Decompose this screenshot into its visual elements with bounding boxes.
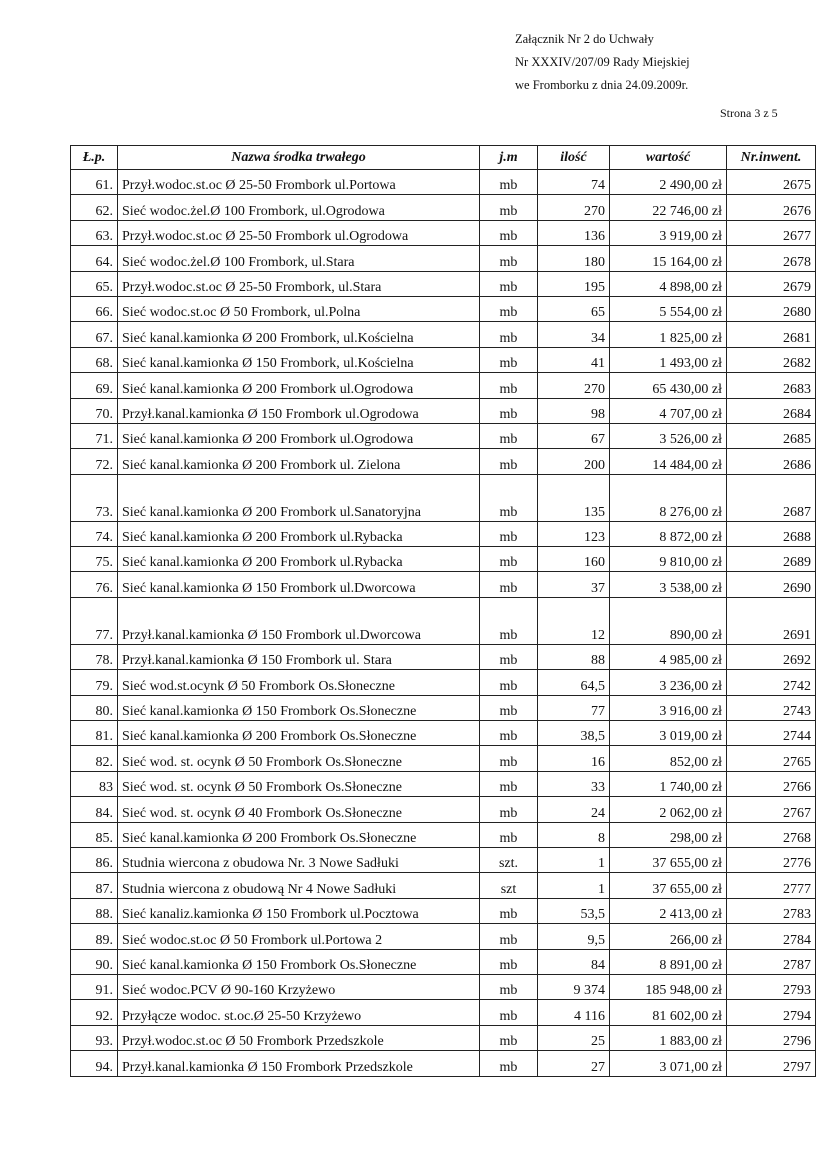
row-unit: mb xyxy=(480,597,538,644)
table-row xyxy=(71,721,816,746)
row-unit: mb xyxy=(480,474,538,521)
row-unit: mb xyxy=(480,949,538,974)
row-unit: mb xyxy=(480,644,538,669)
row-inventory-number: 2783 xyxy=(727,898,816,923)
row-value: 852,00 zł xyxy=(610,746,727,771)
row-inventory-number: 2767 xyxy=(727,797,816,822)
row-lp: 88. xyxy=(71,898,118,923)
row-asset-name: Sieć kanal.kamionka Ø 200 Frombork ul.Sanatoryjna xyxy=(118,474,480,521)
row-quantity: 65 xyxy=(538,296,610,321)
row-unit: szt. xyxy=(480,847,538,872)
row-asset-name: Sieć wod.st.ocynk Ø 50 Frombork Os.Słoneczne xyxy=(118,670,480,695)
row-value: 3 236,00 zł xyxy=(610,670,727,695)
row-value: 3 538,00 zł xyxy=(610,572,727,597)
table-row xyxy=(71,1000,816,1025)
row-unit: mb xyxy=(480,1025,538,1050)
row-value: 22 746,00 zł xyxy=(610,195,727,220)
row-lp: 76. xyxy=(71,572,118,597)
row-value: 4 707,00 zł xyxy=(610,398,727,423)
row-unit: mb xyxy=(480,246,538,271)
column-header-quantity: ilość xyxy=(538,146,610,170)
row-asset-name: Studnia wiercona z obudową Nr 4 Nowe Sadłuki xyxy=(118,873,480,898)
table-row xyxy=(71,449,816,474)
row-quantity: 33 xyxy=(538,771,610,796)
table-body xyxy=(71,170,816,1077)
table-row xyxy=(71,974,816,999)
table-row xyxy=(71,347,816,372)
row-lp: 93. xyxy=(71,1025,118,1050)
row-lp: 84. xyxy=(71,797,118,822)
row-unit: mb xyxy=(480,898,538,923)
table-row xyxy=(71,597,816,644)
row-quantity: 180 xyxy=(538,246,610,271)
header-resolution-line: Nr XXXIV/207/09 Rady Miejskiej xyxy=(515,55,690,69)
row-value: 37 655,00 zł xyxy=(610,847,727,872)
row-inventory-number: 2744 xyxy=(727,721,816,746)
row-inventory-number: 2690 xyxy=(727,572,816,597)
row-value: 266,00 zł xyxy=(610,924,727,949)
row-value: 3 916,00 zł xyxy=(610,695,727,720)
table-row xyxy=(71,746,816,771)
table-row xyxy=(71,373,816,398)
row-value: 3 526,00 zł xyxy=(610,423,727,448)
row-asset-name: Sieć kanal.kamionka Ø 200 Frombork ul.Rybacka xyxy=(118,547,480,572)
row-lp: 72. xyxy=(71,449,118,474)
row-unit: mb xyxy=(480,670,538,695)
row-quantity: 77 xyxy=(538,695,610,720)
row-inventory-number: 2776 xyxy=(727,847,816,872)
row-lp: 86. xyxy=(71,847,118,872)
row-quantity: 9,5 xyxy=(538,924,610,949)
row-inventory-number: 2682 xyxy=(727,347,816,372)
row-unit: mb xyxy=(480,721,538,746)
row-asset-name: Sieć wodoc.PCV Ø 90-160 Krzyżewo xyxy=(118,974,480,999)
table-row xyxy=(71,1025,816,1050)
row-value: 1 883,00 zł xyxy=(610,1025,727,1050)
row-inventory-number: 2676 xyxy=(727,195,816,220)
row-value: 2 413,00 zł xyxy=(610,898,727,923)
row-inventory-number: 2787 xyxy=(727,949,816,974)
row-value: 81 602,00 zł xyxy=(610,1000,727,1025)
row-inventory-number: 2765 xyxy=(727,746,816,771)
table-row xyxy=(71,195,816,220)
row-quantity: 12 xyxy=(538,597,610,644)
row-inventory-number: 2681 xyxy=(727,322,816,347)
row-quantity: 195 xyxy=(538,271,610,296)
table-row xyxy=(71,220,816,245)
table-row xyxy=(71,398,816,423)
table-row xyxy=(71,474,816,521)
row-quantity: 84 xyxy=(538,949,610,974)
row-asset-name: Sieć kanal.kamionka Ø 200 Frombork, ul.Kościelna xyxy=(118,322,480,347)
row-asset-name: Sieć wodoc.st.oc Ø 50 Frombork, ul.Polna xyxy=(118,296,480,321)
table-row xyxy=(71,873,816,898)
header-date-line: we Fromborku z dnia 24.09.2009r. xyxy=(515,78,689,92)
row-lp: 65. xyxy=(71,271,118,296)
row-lp: 82. xyxy=(71,746,118,771)
row-asset-name: Sieć wod. st. ocynk Ø 50 Frombork Os.Słoneczne xyxy=(118,771,480,796)
row-lp: 87. xyxy=(71,873,118,898)
row-value: 5 554,00 zł xyxy=(610,296,727,321)
row-inventory-number: 2766 xyxy=(727,771,816,796)
row-asset-name: Sieć kanal.kamionka Ø 200 Frombork ul.Ogrodowa xyxy=(118,423,480,448)
row-unit: mb xyxy=(480,924,538,949)
row-quantity: 67 xyxy=(538,423,610,448)
row-inventory-number: 2768 xyxy=(727,822,816,847)
table-row xyxy=(71,949,816,974)
table-row xyxy=(71,924,816,949)
row-value: 65 430,00 zł xyxy=(610,373,727,398)
row-value: 3 919,00 zł xyxy=(610,220,727,245)
column-header-inventory-number: Nr.inwent. xyxy=(727,146,816,170)
row-asset-name: Sieć wodoc.żel.Ø 100 Frombork, ul.Ogrodowa xyxy=(118,195,480,220)
row-asset-name: Przył.wodoc.st.oc Ø 50 Frombork Przedszkole xyxy=(118,1025,480,1050)
row-lp: 79. xyxy=(71,670,118,695)
row-unit: mb xyxy=(480,271,538,296)
row-unit: mb xyxy=(480,695,538,720)
row-lp: 81. xyxy=(71,721,118,746)
row-asset-name: Sieć wod. st. ocynk Ø 40 Frombork Os.Słoneczne xyxy=(118,797,480,822)
row-value: 3 071,00 zł xyxy=(610,1051,727,1076)
row-inventory-number: 2685 xyxy=(727,423,816,448)
row-unit: mb xyxy=(480,572,538,597)
row-inventory-number: 2777 xyxy=(727,873,816,898)
row-lp: 73. xyxy=(71,474,118,521)
row-value: 9 810,00 zł xyxy=(610,547,727,572)
row-unit: mb xyxy=(480,822,538,847)
row-unit: mb xyxy=(480,170,538,195)
table-row xyxy=(71,296,816,321)
row-quantity: 9 374 xyxy=(538,974,610,999)
table-header-row xyxy=(71,146,816,170)
row-inventory-number: 2679 xyxy=(727,271,816,296)
table-row xyxy=(71,822,816,847)
row-asset-name: Przył.wodoc.st.oc Ø 25-50 Frombork ul.Ogrodowa xyxy=(118,220,480,245)
table-row xyxy=(71,670,816,695)
row-value: 37 655,00 zł xyxy=(610,873,727,898)
table-row xyxy=(71,1051,816,1076)
table-row xyxy=(71,847,816,872)
row-unit: mb xyxy=(480,547,538,572)
column-header-name: Nazwa środka trwałego xyxy=(118,146,480,170)
row-inventory-number: 2794 xyxy=(727,1000,816,1025)
column-header-lp: Ł.p. xyxy=(71,146,118,170)
row-asset-name: Przył.wodoc.st.oc Ø 25-50 Frombork ul.Portowa xyxy=(118,170,480,195)
row-quantity: 41 xyxy=(538,347,610,372)
row-value: 14 484,00 zł xyxy=(610,449,727,474)
row-lp: 63. xyxy=(71,220,118,245)
row-lp: 75. xyxy=(71,547,118,572)
row-unit: mb xyxy=(480,746,538,771)
row-unit: mb xyxy=(480,423,538,448)
row-lp: 78. xyxy=(71,644,118,669)
row-value: 2 490,00 zł xyxy=(610,170,727,195)
row-quantity: 34 xyxy=(538,322,610,347)
row-quantity: 16 xyxy=(538,746,610,771)
row-asset-name: Sieć wodoc.st.oc Ø 50 Frombork ul.Portowa 2 xyxy=(118,924,480,949)
row-quantity: 74 xyxy=(538,170,610,195)
row-quantity: 38,5 xyxy=(538,721,610,746)
row-lp: 74. xyxy=(71,521,118,546)
row-inventory-number: 2691 xyxy=(727,597,816,644)
row-inventory-number: 2796 xyxy=(727,1025,816,1050)
row-asset-name: Sieć kanaliz.kamionka Ø 150 Frombork ul.Pocztowa xyxy=(118,898,480,923)
row-quantity: 53,5 xyxy=(538,898,610,923)
row-lp: 70. xyxy=(71,398,118,423)
row-inventory-number: 2686 xyxy=(727,449,816,474)
row-asset-name: Studnia wiercona z obudowa Nr. 3 Nowe Sadłuki xyxy=(118,847,480,872)
row-asset-name: Sieć wodoc.żel.Ø 100 Frombork, ul.Stara xyxy=(118,246,480,271)
row-inventory-number: 2680 xyxy=(727,296,816,321)
row-unit: mb xyxy=(480,347,538,372)
row-asset-name: Przył.wodoc.st.oc Ø 25-50 Frombork, ul.Stara xyxy=(118,271,480,296)
row-quantity: 270 xyxy=(538,195,610,220)
row-inventory-number: 2742 xyxy=(727,670,816,695)
row-value: 298,00 zł xyxy=(610,822,727,847)
row-asset-name: Sieć kanal.kamionka Ø 200 Frombork ul. Zielona xyxy=(118,449,480,474)
row-unit: mb xyxy=(480,797,538,822)
row-asset-name: Sieć kanal.kamionka Ø 200 Frombork ul.Ogrodowa xyxy=(118,373,480,398)
row-inventory-number: 2688 xyxy=(727,521,816,546)
row-quantity: 4 116 xyxy=(538,1000,610,1025)
row-lp: 71. xyxy=(71,423,118,448)
row-lp: 62. xyxy=(71,195,118,220)
row-lp: 66. xyxy=(71,296,118,321)
row-value: 1 740,00 zł xyxy=(610,771,727,796)
row-inventory-number: 2678 xyxy=(727,246,816,271)
row-asset-name: Przył.kanal.kamionka Ø 150 Frombork ul.Dworcowa xyxy=(118,597,480,644)
row-inventory-number: 2797 xyxy=(727,1051,816,1076)
row-unit: mb xyxy=(480,771,538,796)
table-row xyxy=(71,322,816,347)
row-asset-name: Przyłącze wodoc. st.oc.Ø 25-50 Krzyżewo xyxy=(118,1000,480,1025)
row-value: 8 891,00 zł xyxy=(610,949,727,974)
row-inventory-number: 2743 xyxy=(727,695,816,720)
row-quantity: 24 xyxy=(538,797,610,822)
row-inventory-number: 2677 xyxy=(727,220,816,245)
row-value: 185 948,00 zł xyxy=(610,974,727,999)
row-quantity: 88 xyxy=(538,644,610,669)
row-lp: 68. xyxy=(71,347,118,372)
column-header-unit: j.m xyxy=(480,146,538,170)
row-value: 3 019,00 zł xyxy=(610,721,727,746)
fixed-assets-table xyxy=(70,145,816,1077)
row-value: 4 985,00 zł xyxy=(610,644,727,669)
row-asset-name: Sieć wod. st. ocynk Ø 50 Frombork Os.Słoneczne xyxy=(118,746,480,771)
header-attachment-line: Załącznik Nr 2 do Uchwały xyxy=(515,32,654,46)
document-header xyxy=(515,28,765,97)
row-value: 2 062,00 zł xyxy=(610,797,727,822)
row-asset-name: Przył.kanal.kamionka Ø 150 Frombork ul. Stara xyxy=(118,644,480,669)
row-inventory-number: 2692 xyxy=(727,644,816,669)
row-lp: 92. xyxy=(71,1000,118,1025)
table-row xyxy=(71,695,816,720)
row-value: 890,00 zł xyxy=(610,597,727,644)
row-inventory-number: 2675 xyxy=(727,170,816,195)
row-quantity: 27 xyxy=(538,1051,610,1076)
row-unit: mb xyxy=(480,974,538,999)
row-quantity: 200 xyxy=(538,449,610,474)
table-row xyxy=(71,644,816,669)
row-quantity: 1 xyxy=(538,847,610,872)
row-quantity: 135 xyxy=(538,474,610,521)
row-lp: 80. xyxy=(71,695,118,720)
table-row xyxy=(71,271,816,296)
row-asset-name: Sieć kanal.kamionka Ø 150 Frombork ul.Dworcowa xyxy=(118,572,480,597)
row-lp: 61. xyxy=(71,170,118,195)
row-quantity: 123 xyxy=(538,521,610,546)
row-inventory-number: 2683 xyxy=(727,373,816,398)
column-header-value: wartość xyxy=(610,146,727,170)
row-quantity: 98 xyxy=(538,398,610,423)
row-lp: 83 xyxy=(71,771,118,796)
row-unit: mb xyxy=(480,373,538,398)
table-row xyxy=(71,572,816,597)
row-asset-name: Sieć kanal.kamionka Ø 200 Frombork Os.Słoneczne xyxy=(118,721,480,746)
row-quantity: 37 xyxy=(538,572,610,597)
row-asset-name: Sieć kanal.kamionka Ø 200 Frombork Os.Słoneczne xyxy=(118,822,480,847)
row-lp: 67. xyxy=(71,322,118,347)
table-row xyxy=(71,423,816,448)
row-value: 8 276,00 zł xyxy=(610,474,727,521)
table-row xyxy=(71,898,816,923)
row-asset-name: Sieć kanal.kamionka Ø 200 Frombork ul.Rybacka xyxy=(118,521,480,546)
row-inventory-number: 2793 xyxy=(727,974,816,999)
row-unit: szt xyxy=(480,873,538,898)
row-unit: mb xyxy=(480,296,538,321)
row-lp: 64. xyxy=(71,246,118,271)
row-asset-name: Przył.kanal.kamionka Ø 150 Frombork Przedszkole xyxy=(118,1051,480,1076)
row-quantity: 136 xyxy=(538,220,610,245)
row-lp: 89. xyxy=(71,924,118,949)
table-row xyxy=(71,246,816,271)
row-inventory-number: 2784 xyxy=(727,924,816,949)
row-quantity: 8 xyxy=(538,822,610,847)
row-unit: mb xyxy=(480,521,538,546)
row-inventory-number: 2684 xyxy=(727,398,816,423)
row-value: 4 898,00 zł xyxy=(610,271,727,296)
row-lp: 85. xyxy=(71,822,118,847)
row-value: 1 825,00 zł xyxy=(610,322,727,347)
row-value: 1 493,00 zł xyxy=(610,347,727,372)
table-row xyxy=(71,547,816,572)
row-unit: mb xyxy=(480,1000,538,1025)
row-quantity: 270 xyxy=(538,373,610,398)
table-row xyxy=(71,771,816,796)
row-unit: mb xyxy=(480,322,538,347)
row-unit: mb xyxy=(480,1051,538,1076)
row-quantity: 25 xyxy=(538,1025,610,1050)
row-asset-name: Sieć kanal.kamionka Ø 150 Frombork, ul.Kościelna xyxy=(118,347,480,372)
row-lp: 91. xyxy=(71,974,118,999)
page-number: Strona 3 z 5 xyxy=(720,106,778,120)
row-unit: mb xyxy=(480,220,538,245)
row-inventory-number: 2687 xyxy=(727,474,816,521)
row-lp: 94. xyxy=(71,1051,118,1076)
row-lp: 69. xyxy=(71,373,118,398)
row-quantity: 160 xyxy=(538,547,610,572)
table-row xyxy=(71,797,816,822)
row-unit: mb xyxy=(480,398,538,423)
row-value: 8 872,00 zł xyxy=(610,521,727,546)
table-row xyxy=(71,170,816,195)
row-asset-name: Przył.kanal.kamionka Ø 150 Frombork ul.Ogrodowa xyxy=(118,398,480,423)
row-asset-name: Sieć kanal.kamionka Ø 150 Frombork Os.Słoneczne xyxy=(118,695,480,720)
row-lp: 90. xyxy=(71,949,118,974)
row-asset-name: Sieć kanal.kamionka Ø 150 Frombork Os.Słoneczne xyxy=(118,949,480,974)
row-unit: mb xyxy=(480,449,538,474)
row-value: 15 164,00 zł xyxy=(610,246,727,271)
table-row xyxy=(71,521,816,546)
row-inventory-number: 2689 xyxy=(727,547,816,572)
row-quantity: 1 xyxy=(538,873,610,898)
row-lp: 77. xyxy=(71,597,118,644)
row-quantity: 64,5 xyxy=(538,670,610,695)
row-unit: mb xyxy=(480,195,538,220)
